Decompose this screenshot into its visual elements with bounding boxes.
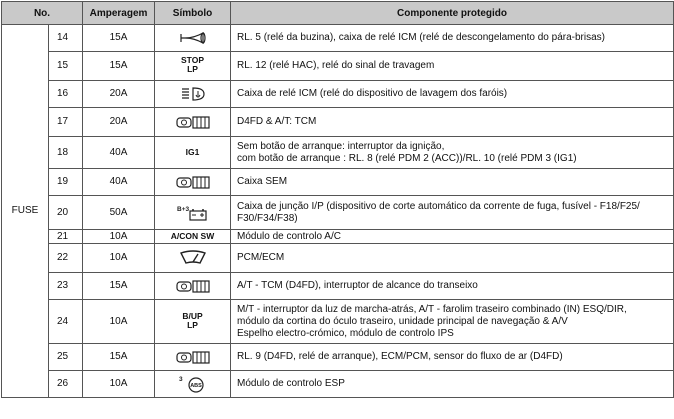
fuse-symbol: [155, 344, 231, 371]
header-amperage: Amperagem: [83, 2, 155, 25]
fuse-component: RL. 12 (relé HAC), relé do sinal de travagem: [231, 52, 674, 81]
fuse-number: 16: [49, 81, 83, 108]
fuse-amperage: 15A: [83, 52, 155, 81]
fuse-amperage: 20A: [83, 81, 155, 108]
table-row: [2, 52, 674, 81]
header-no: No.: [2, 2, 83, 25]
fuse-table: [1, 1, 674, 398]
svg-text:ABS: ABS: [189, 383, 202, 390]
fuse-group-label: FUSE: [2, 25, 49, 398]
fuse-symbol: [155, 169, 231, 196]
table-row: [2, 273, 674, 300]
fuse-amperage: 20A: [83, 108, 155, 137]
fuse-symbol: [155, 196, 231, 230]
fuse-number: 17: [49, 108, 83, 137]
table-row: [2, 169, 674, 196]
fuse-component: Módulo de controlo ESP: [231, 371, 674, 398]
fuse-symbol: [155, 300, 231, 344]
fuse-component: PCM/ECM: [231, 244, 674, 273]
battery-icon: [176, 207, 210, 218]
fuse-number: 19: [49, 169, 83, 196]
fuse-component: A/T - TCM (D4FD), interruptor de alcance do transeixo: [231, 273, 674, 300]
fuse-amperage: 40A: [83, 137, 155, 169]
fuse-symbol: [155, 25, 231, 52]
fuse-symbol: [155, 230, 231, 244]
fuse-component: M/T - interruptor da luz de marcha-atrás, A/T - farolim traseiro combinado (IN) ESQ/DIR, módulo da cortina do óculo traseiro, unidade principal de navegação & A/V Espelho electro-crómico, módulo de controlo IPS: [231, 300, 674, 344]
fuse-amperage: 50A: [83, 196, 155, 230]
headlamp-washer-icon: [180, 89, 206, 100]
fuse-number: 15: [49, 52, 83, 81]
table-header-row: [2, 2, 674, 25]
fuse-symbol: [155, 52, 231, 81]
table-row: [2, 108, 674, 137]
fuse-component: Caixa de relé ICM (relé do dispositivo de lavagem dos faróis): [231, 81, 674, 108]
fuse-number: 25: [49, 344, 83, 371]
table-row: [2, 25, 674, 52]
wiper-icon: [178, 253, 208, 264]
fuse-symbol: [155, 371, 231, 398]
fuse-amperage: 10A: [83, 230, 155, 244]
table-row: [2, 300, 674, 344]
svg-text:3: 3: [178, 376, 183, 383]
fuse-component: Módulo de controlo A/C: [231, 230, 674, 244]
fuse-component: D4FD & A/T: TCM: [231, 108, 674, 137]
fuse-amperage: 15A: [83, 344, 155, 371]
fuse-symbol-text: B/UP LP: [182, 310, 203, 330]
fuse-symbol: [155, 108, 231, 137]
fuse-component: RL. 5 (relé da buzina), caixa de relé ICM (relé de descongelamento do pára-brisas): [231, 25, 674, 52]
fuse-component: RL. 9 (D4FD, relé de arranque), ECM/PCM, sensor do fluxo de ar (D4FD): [231, 344, 674, 371]
fuse-amperage: 15A: [83, 273, 155, 300]
fuse-symbol-text: IG1: [185, 146, 200, 157]
transmission-icon: [175, 177, 211, 188]
table-row: [2, 344, 674, 371]
table-row: [2, 196, 674, 230]
fuse-number: 24: [49, 300, 83, 344]
fuse-amperage: 40A: [83, 169, 155, 196]
fuse-component: Sem botão de arranque: interruptor da ignição, com botão de arranque : RL. 8 (relé PDM 2 (ACC))/RL. 10 (relé PDM 3 (IG1): [231, 137, 674, 169]
fuse-symbol-text: STOP LP: [181, 55, 205, 74]
fuse-amperage: 15A: [83, 25, 155, 52]
fuse-component: Caixa SEM: [231, 169, 674, 196]
fuse-number: 14: [49, 25, 83, 52]
header-component: Componente protegido: [231, 2, 674, 25]
fuse-symbol-text: A/CON SW: [170, 230, 215, 241]
table-row: [2, 371, 674, 398]
fuse-amperage: 10A: [83, 371, 155, 398]
fuse-number: 22: [49, 244, 83, 273]
fuse-number: 23: [49, 273, 83, 300]
fuse-number: 26: [49, 371, 83, 398]
transmission-icon: [175, 352, 211, 363]
fuse-amperage: 10A: [83, 244, 155, 273]
fuse-symbol: [155, 81, 231, 108]
table-row: [2, 137, 674, 169]
transmission-icon: [175, 117, 211, 128]
fuse-number: 18: [49, 137, 83, 169]
esp-icon: [178, 376, 208, 390]
fuse-number: 20: [49, 196, 83, 230]
transmission-icon: [175, 281, 211, 292]
fuse-symbol: [155, 137, 231, 169]
table-row: [2, 244, 674, 273]
header-symbol: Símbolo: [155, 2, 231, 25]
fuse-symbol: [155, 244, 231, 273]
fuse-amperage: 10A: [83, 300, 155, 344]
table-row: [2, 230, 674, 244]
svg-text:B+3: B+3: [176, 205, 189, 213]
table-row: [2, 81, 674, 108]
fuse-symbol: [155, 273, 231, 300]
horn-icon: [178, 33, 208, 44]
fuse-number: 21: [49, 230, 83, 244]
fuse-component: Caixa de junção I/P (dispositivo de corte automático da corrente de fuga, fusível - F18/F25/ F30/F34/F38): [231, 196, 674, 230]
